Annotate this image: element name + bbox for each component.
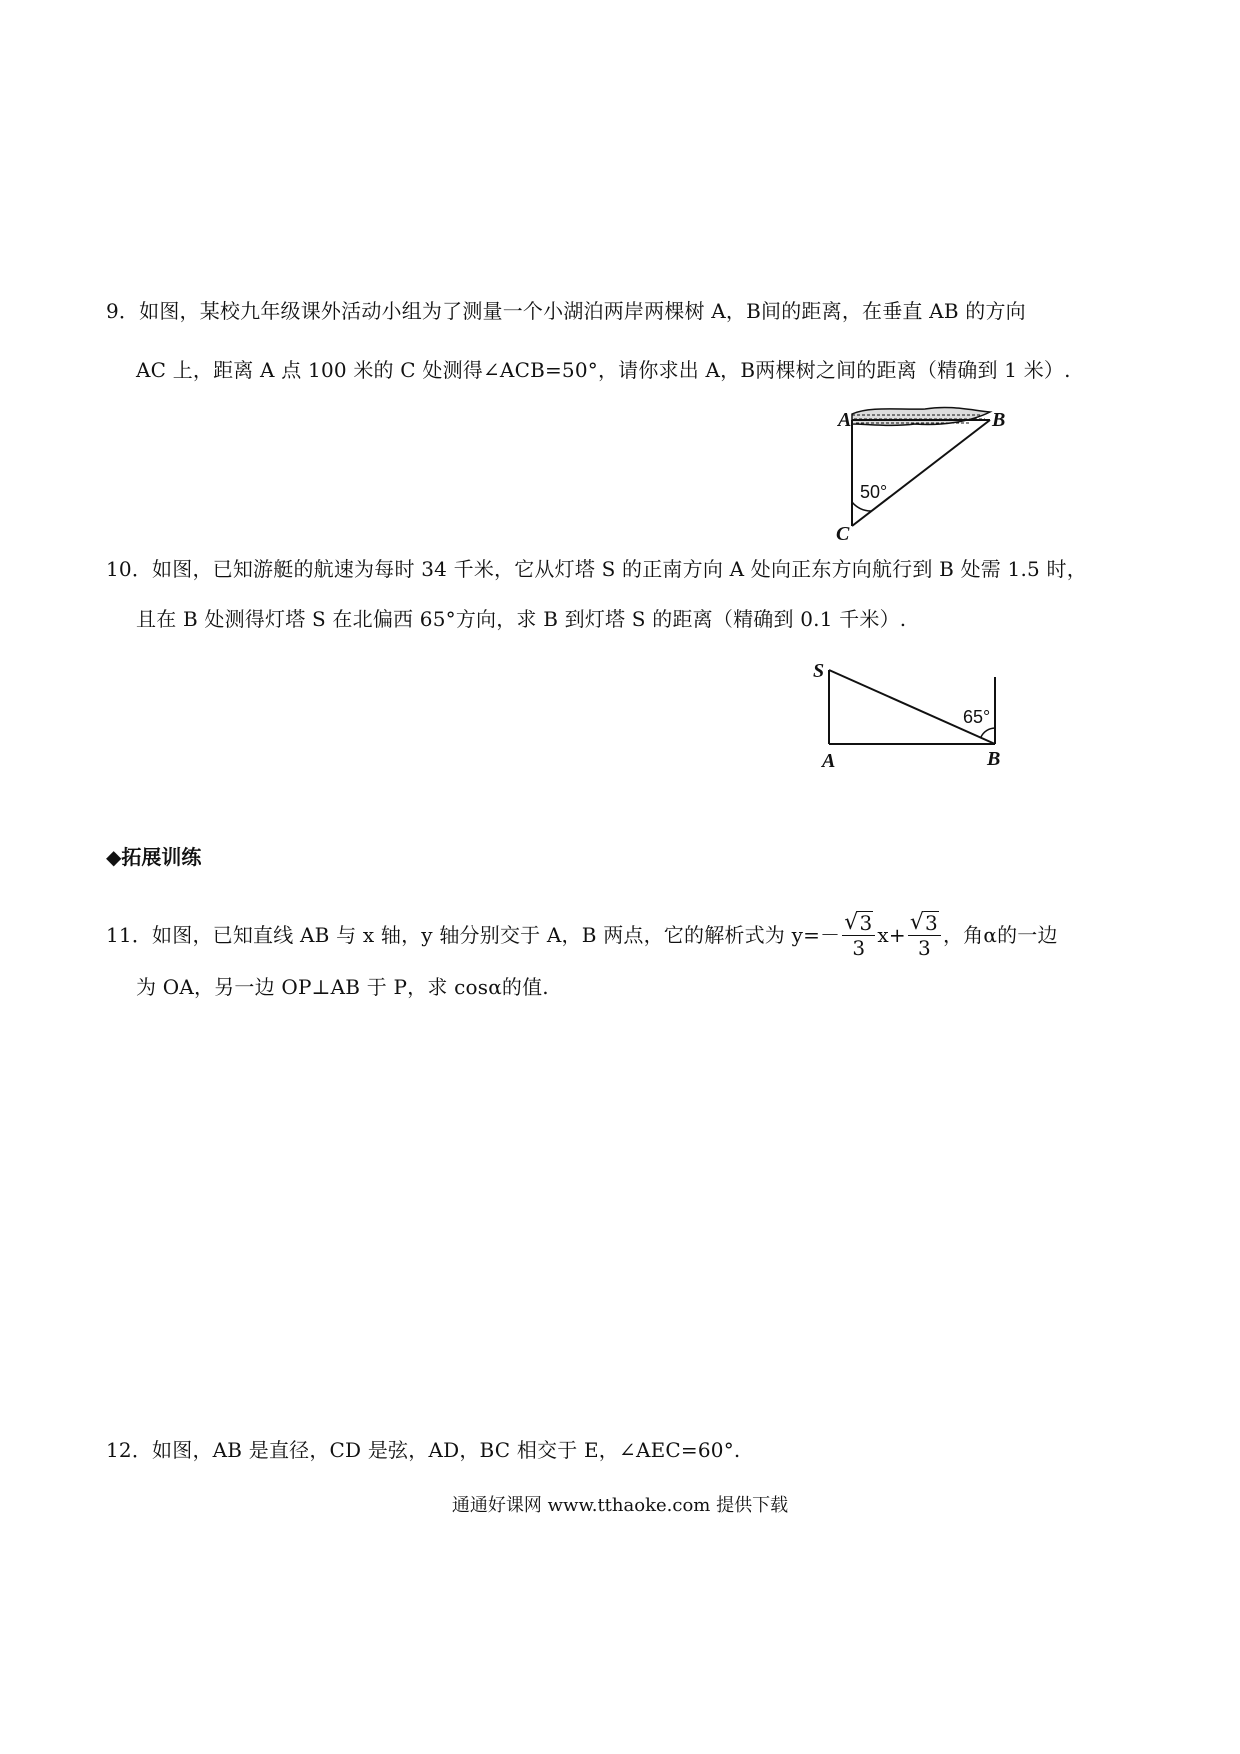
- sqrt-icon: √ 3: [909, 910, 938, 935]
- q11-fraction-2: [908, 910, 941, 960]
- q10-text-line-2: 且在 B 处测得灯塔 S 在北偏西 65°方向，求 B 到灯塔 S 的距离（精确到 0.1 千米）.: [136, 607, 907, 631]
- sqrt-icon: √ 3: [844, 910, 873, 935]
- segment-cb: [852, 420, 990, 526]
- q9-figure: [830, 400, 1020, 554]
- angle-c-arc: [852, 502, 871, 511]
- angle-50-label: 50°: [860, 482, 888, 502]
- q11-text-line-1: [106, 905, 1058, 965]
- section-heading: ◆拓展训练: [106, 845, 202, 869]
- q11-fraction-1-numerator: 3: [859, 911, 873, 935]
- q11-fraction-1-denominator: 3: [852, 936, 866, 960]
- point-s-label: S: [813, 660, 825, 682]
- point-a-label: A: [822, 750, 836, 772]
- point-a-label: A: [838, 409, 852, 431]
- point-b-label: B: [987, 748, 1001, 770]
- q11-fraction-1: [842, 910, 875, 960]
- q11-fraction-2-denominator: 3: [917, 936, 931, 960]
- point-c-label: C: [836, 523, 850, 545]
- q11-fraction-2-numerator: 3: [925, 911, 938, 935]
- q10-figure: [810, 655, 1020, 784]
- q11-text-line-2: 为 OA，另一边 OP⊥AB 于 P，求 cosα的值.: [136, 975, 549, 999]
- q10-text-line-1: 10．如图，已知游艇的航速为每时 34 千米，它从灯塔 S 的正南方向 A 处向正东方向航行到 B 处需 1.5 时，: [106, 557, 1087, 581]
- point-b-label: B: [992, 409, 1006, 431]
- page-footer: 通通好课网 www.tthaoke.com 提供下载: [451, 1495, 789, 1516]
- angle-65-label: 65°: [963, 707, 991, 727]
- q9-text-line-2: AC 上，距离 A 点 100 米的 C 处测得∠ACB=50°，请你求出 A，B两棵树之间的距离（精确到 1 米）.: [136, 358, 1071, 382]
- q11-formula-middle: x+: [877, 923, 906, 947]
- q9-text-line-1: 9．如图，某校九年级课外活动小组为了测量一个小湖泊两岸两棵树 A，B间的距离，在垂直 AB 的方向: [106, 299, 1026, 323]
- q11-text-prefix: 11．如图，已知直线 AB 与 x 轴，y 轴分别交于 A，B 两点，它的解析式为 y=－: [106, 923, 841, 947]
- angle-b-arc: [981, 728, 995, 737]
- q9-triangle-diagram: [830, 400, 1020, 550]
- q11-formula: [840, 910, 943, 960]
- q11-text-suffix: ，角α的一边: [942, 923, 1058, 947]
- q12-text-line-1: 12．如图，AB 是直径，CD 是弦，AD，BC 相交于 E，∠AEC=60°.: [106, 1438, 741, 1462]
- q10-triangle-diagram: [810, 655, 1020, 780]
